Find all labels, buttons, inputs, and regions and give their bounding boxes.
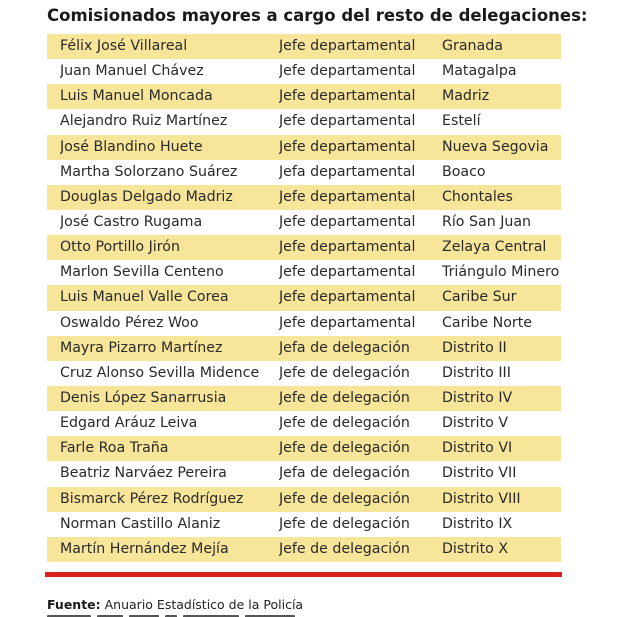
- table-row: [47, 260, 561, 285]
- row-place: Río San Juan: [442, 213, 532, 230]
- table-row: [47, 361, 561, 386]
- table-row: [47, 311, 561, 336]
- table-row: [47, 109, 561, 134]
- row-name: Mayra Pizarro Martínez: [60, 339, 223, 356]
- table-row: [47, 461, 561, 486]
- row-role: Jefe departamental: [279, 113, 416, 130]
- row-name: Luis Manuel Valle Corea: [60, 289, 229, 306]
- table-row: [47, 235, 561, 260]
- row-role: Jefe de delegación: [279, 415, 410, 432]
- row-role: Jefe de delegación: [279, 364, 410, 381]
- row-name: Oswaldo Pérez Woo: [60, 314, 199, 331]
- row-name: Douglas Delgado Madriz: [60, 188, 233, 205]
- row-name: José Blandino Huete: [60, 138, 203, 155]
- row-name: Edgard Aráuz Leiva: [60, 415, 198, 432]
- row-role: Jefe departamental: [279, 239, 416, 256]
- row-place: Madriz: [442, 88, 490, 105]
- source-label: Fuente:: [47, 597, 101, 612]
- row-place: Caribe Sur: [442, 289, 517, 306]
- row-name: Beatriz Narváez Pereira: [60, 465, 227, 482]
- delegations-table: [47, 34, 561, 562]
- row-role: Jefe departamental: [279, 213, 416, 230]
- row-role: Jefe departamental: [279, 264, 416, 281]
- row-role: Jefe departamental: [279, 63, 416, 80]
- row-role: Jefe departamental: [279, 188, 416, 205]
- row-name: Farle Roa Traña: [60, 440, 169, 457]
- row-role: Jefe departamental: [279, 314, 416, 331]
- row-name: Luis Manuel Moncada: [60, 88, 213, 105]
- row-name: Félix José Villareal: [60, 38, 188, 54]
- row-role: Jefe de delegación: [279, 515, 410, 532]
- row-role: Jefe departamental: [279, 289, 416, 306]
- table-row: [47, 411, 561, 436]
- row-role: Jefe departamental: [279, 38, 416, 54]
- row-role: Jefe de delegación: [279, 389, 410, 406]
- row-role: Jefa de delegación: [279, 465, 410, 482]
- row-place: Boaco: [442, 163, 486, 180]
- source-note: [47, 597, 303, 613]
- table-row: [47, 59, 561, 84]
- table-row: [47, 135, 561, 160]
- row-place: Triángulo Minero: [442, 264, 560, 281]
- row-role: Jefe de delegación: [279, 540, 410, 557]
- row-place: Distrito VIII: [442, 490, 521, 507]
- row-place: Distrito VII: [442, 465, 517, 482]
- table-row: [47, 512, 561, 537]
- row-place: Distrito II: [442, 339, 507, 356]
- row-name: Bismarck Pérez Rodríguez: [60, 490, 244, 507]
- table-row: [47, 537, 561, 562]
- row-place: Granada: [442, 38, 503, 54]
- row-role: Jefe de delegación: [279, 490, 410, 507]
- row-name: Denis López Sanarrusia: [60, 389, 227, 406]
- row-place: Distrito IV: [442, 389, 513, 406]
- row-name: Norman Castillo Alaniz: [60, 515, 221, 532]
- row-role: Jefa de delegación: [279, 339, 410, 356]
- row-name: Martín Hernández Mejía: [60, 540, 229, 557]
- table-row: [47, 336, 561, 361]
- row-role: Jefe departamental: [279, 88, 416, 105]
- row-name: Marlon Sevilla Centeno: [60, 264, 224, 281]
- row-place: Distrito VI: [442, 440, 513, 457]
- row-role: Jefe departamental: [279, 138, 416, 155]
- row-place: Distrito III: [442, 364, 511, 381]
- row-place: Distrito IX: [442, 515, 513, 532]
- row-place: Nueva Segovia: [442, 138, 549, 155]
- row-name: Martha Solorzano Suárez: [60, 163, 238, 180]
- cutoff-text-fragment: [47, 612, 307, 617]
- row-place: Caribe Norte: [442, 314, 533, 331]
- row-name: Juan Manuel Chávez: [60, 63, 204, 80]
- table-row: [47, 185, 561, 210]
- row-role: Jefa departamental: [279, 163, 416, 180]
- row-name: Otto Portillo Jirón: [60, 239, 180, 256]
- red-divider: [45, 572, 562, 577]
- row-role: Jefe de delegación: [279, 440, 410, 457]
- row-place: Matagalpa: [442, 63, 517, 80]
- row-name: José Castro Rugama: [60, 213, 203, 230]
- row-place: Estelí: [442, 113, 481, 130]
- row-name: Cruz Alonso Sevilla Midence: [60, 364, 260, 381]
- table-row: [47, 386, 561, 411]
- table-row: [47, 210, 561, 235]
- row-name: Alejandro Ruiz Martínez: [60, 113, 228, 130]
- table-row: [47, 487, 561, 512]
- row-place: Zelaya Central: [442, 239, 547, 256]
- source-text: Anuario Estadístico de la Policía: [100, 597, 304, 612]
- table-row: [47, 160, 561, 185]
- table-row: [47, 436, 561, 461]
- table-row: [47, 84, 561, 109]
- row-place: Chontales: [442, 188, 513, 205]
- table-row: [47, 34, 561, 59]
- row-place: Distrito X: [442, 540, 509, 557]
- table-title: Comisionados mayores a cargo del resto de delegaciones:: [47, 6, 588, 25]
- table-row: [47, 285, 561, 310]
- row-place: Distrito V: [442, 415, 509, 432]
